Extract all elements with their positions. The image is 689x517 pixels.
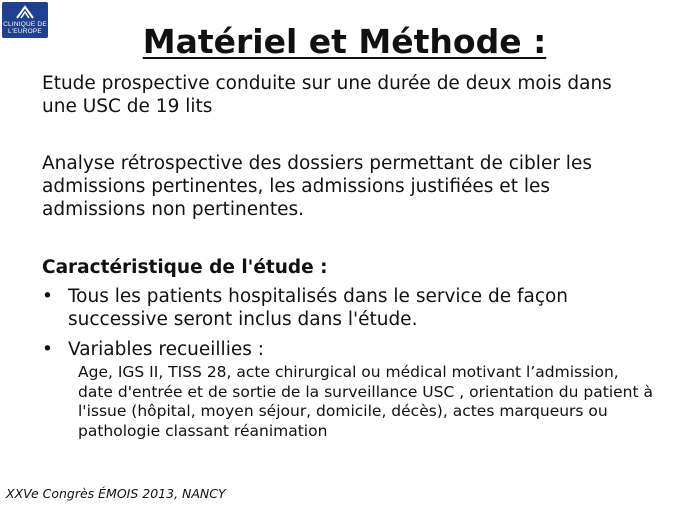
clinic-logo-line1: CLINIQUE DE xyxy=(3,21,47,28)
slide-title-text: Matériel et Méthode : xyxy=(142,22,547,61)
variables-detail: Age, IGS II, TISS 28, acte chirurgical ou médical motivant l’admission, date d'entrée et de sortie de la surveillance USC , orientation du patient à l'issue (hôpital, moyen séjour, domicile, décès), actes marqueurs ou pathologie classant réanimation xyxy=(78,363,653,440)
clinic-logo-line2: L'EUROPE xyxy=(8,28,42,35)
study-description-paragraph: Etude prospective conduite sur une durée de deux mois dans une USC de 19 lits xyxy=(42,73,612,117)
clinic-logo-mark-icon xyxy=(15,5,35,21)
bullet-icon: • xyxy=(42,339,53,360)
list-item-text: Variables recueillies : xyxy=(68,339,264,360)
slide-title xyxy=(0,20,689,64)
bullet-icon: • xyxy=(42,286,53,307)
study-characteristics-heading: Caractéristique de l'étude : xyxy=(42,257,328,278)
list-item xyxy=(42,338,652,361)
list-item xyxy=(42,285,652,331)
conference-footer: XXVe Congrès ÉMOIS 2013, NANCY xyxy=(6,486,226,501)
list-item-text: Tous les patients hospitalisés dans le service de façon successive seront inclus dans l'étude. xyxy=(68,286,569,330)
characteristics-list xyxy=(42,285,652,368)
analysis-paragraph: Analyse rétrospective des dossiers permettant de cibler les admissions pertinentes, les admissions justifiées et les admissions non pertinentes. xyxy=(42,153,592,220)
